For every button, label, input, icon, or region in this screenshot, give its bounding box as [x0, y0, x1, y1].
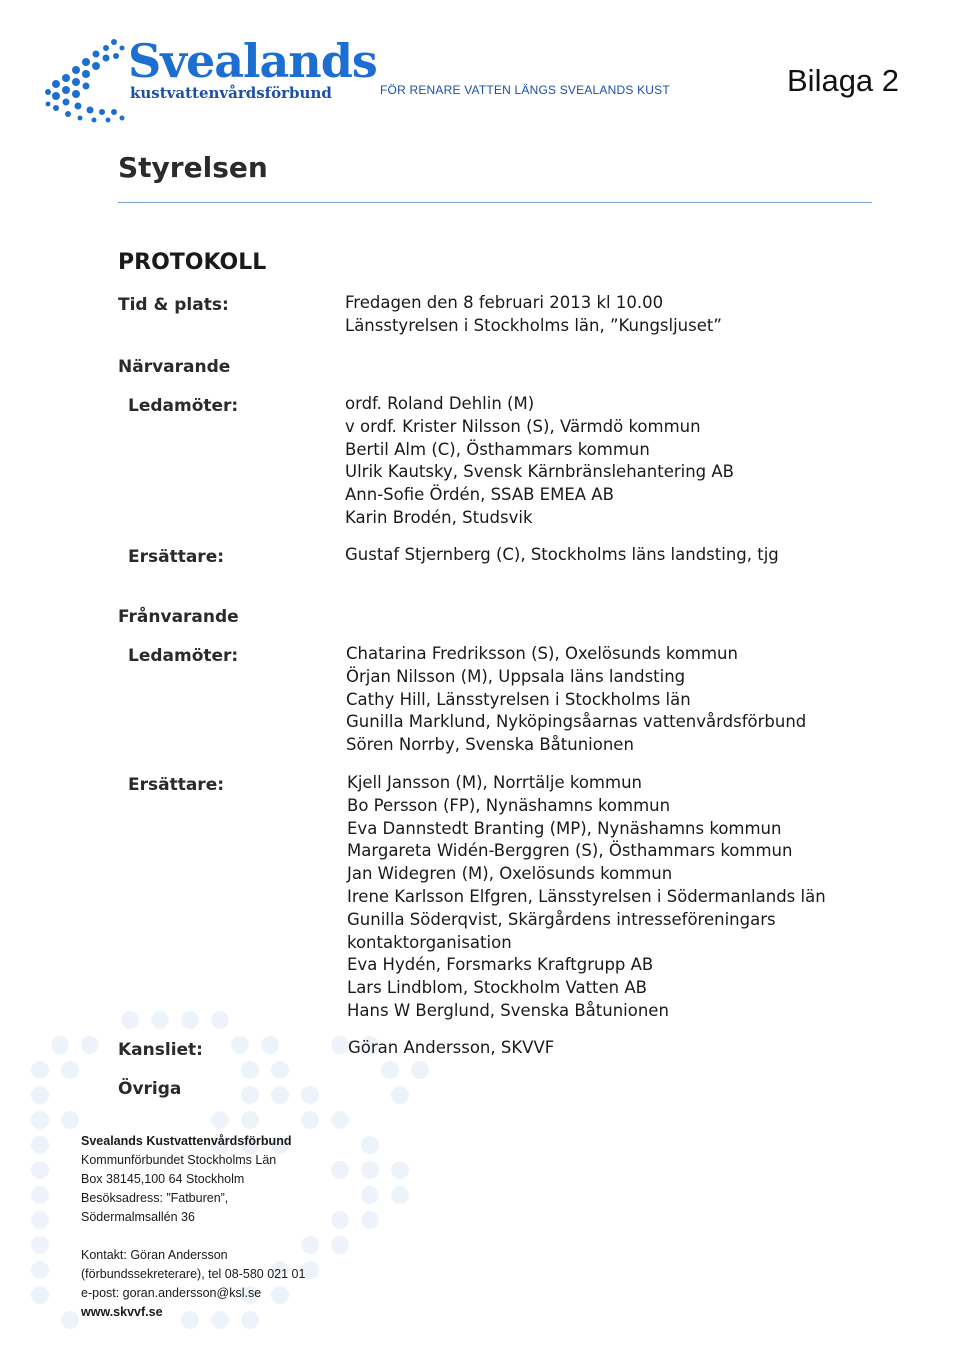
- list-item: Gunilla Söderqvist, Skärgårdens intresseföreningars: [347, 909, 776, 929]
- footer-contact-line: Kontakt: Göran Andersson: [81, 1248, 228, 1262]
- list-item: Ulrik Kautsky, Svensk Kärnbränslehantering AB: [345, 462, 735, 482]
- absent-members-label: Ledamöter:: [128, 646, 239, 666]
- present-substitutes-list: [345, 544, 779, 567]
- attachment-label: Bilaga 2: [787, 63, 900, 98]
- list-item: kontaktorganisation: [347, 932, 512, 952]
- footer-line: Södermalmsallén 36: [81, 1210, 195, 1224]
- list-item: Jan Widegren (M), Oxelösunds kommun: [347, 864, 673, 884]
- absent-heading: Frånvarande: [118, 607, 239, 627]
- list-item: Kjell Jansson (M), Norrtälje kommun: [347, 773, 642, 792]
- footer-line: Besöksadress: ”Fatburen”,: [81, 1191, 229, 1205]
- absent-substitutes-label: Ersättare:: [128, 775, 225, 795]
- time-place: [345, 292, 722, 338]
- footer-line: Kommunförbundet Stockholms Län: [81, 1153, 277, 1167]
- logo-name: Svealands: [128, 34, 377, 88]
- list-item: Margareta Widén-Berggren (S), Östhammars kommun: [347, 841, 793, 861]
- divider: [118, 202, 872, 203]
- list-item: Hans W Berglund, Svenska Båtunionen: [347, 1000, 669, 1020]
- time-place-line: Länsstyrelsen i Stockholms län, ”Kungsljuset”: [345, 315, 722, 335]
- list-item: Eva Hydén, Forsmarks Kraftgrupp AB: [347, 955, 654, 975]
- organization-logo: [44, 30, 377, 126]
- logo-subtitle: kustvattenvårdsförbund: [130, 84, 332, 102]
- footer-org: Svealands Kustvattenvårdsförbund: [81, 1134, 292, 1148]
- office-label: Kansliet:: [118, 1040, 203, 1060]
- list-item: Gustaf Stjernberg (C), Stockholms läns landsting, tjg: [345, 545, 779, 564]
- other-heading: Övriga: [118, 1079, 182, 1099]
- footer-contact-line: (förbundssekreterare), tel 08-580 021 01: [81, 1267, 306, 1281]
- list-item: Gunilla Marklund, Nyköpingsåarnas vattenvårdsförbund: [346, 712, 807, 732]
- footer-line: Box 38145,100 64 Stockholm: [81, 1172, 245, 1186]
- present-heading: Närvarande: [118, 357, 231, 377]
- list-item: v ordf. Krister Nilsson (S), Värmdö kommun: [345, 416, 701, 436]
- footer-website-link[interactable]: www.skvvf.se: [81, 1305, 163, 1319]
- present-substitutes-label: Ersättare:: [128, 547, 225, 567]
- office-value: Göran Andersson, SKVVF: [348, 1038, 555, 1057]
- present-members-list: [345, 393, 734, 530]
- time-place-label: Tid & plats:: [118, 295, 229, 315]
- list-item: Bo Persson (FP), Nynäshamns kommun: [347, 795, 671, 815]
- footer-address: [81, 1132, 305, 1322]
- logo-dot-pattern-icon: [44, 34, 134, 124]
- board-heading: Styrelsen: [118, 151, 268, 184]
- footer-email[interactable]: e-post: goran.andersson@ksl.se: [81, 1286, 262, 1300]
- present-members-label: Ledamöter:: [128, 396, 239, 416]
- tagline: FÖR RENARE VATTEN LÄNGS SVEALANDS KUST: [380, 83, 670, 97]
- list-item: Sören Norrby, Svenska Båtunionen: [346, 735, 634, 755]
- list-item: ordf. Roland Dehlin (M): [345, 394, 535, 413]
- list-item: Chatarina Fredriksson (S), Oxelösunds kommun: [346, 644, 738, 663]
- absent-members-list: [346, 643, 806, 757]
- absent-substitutes-list: [347, 772, 826, 1023]
- list-item: Karin Brodén, Studsvik: [345, 507, 533, 527]
- list-item: Eva Dannstedt Branting (MP), Nynäshamns kommun: [347, 818, 782, 838]
- list-item: Örjan Nilsson (M), Uppsala läns landsting: [346, 666, 686, 686]
- list-item: Irene Karlsson Elfgren, Länsstyrelsen i Södermanlands län: [347, 886, 826, 906]
- document-title: PROTOKOLL: [118, 250, 267, 275]
- list-item: Lars Lindblom, Stockholm Vatten AB: [347, 978, 647, 998]
- list-item: Bertil Alm (C), Östhammars kommun: [345, 439, 650, 459]
- time-place-line: Fredagen den 8 februari 2013 kl 10.00: [345, 293, 664, 312]
- list-item: Ann-Sofie Ördén, SSAB EMEA AB: [345, 485, 614, 505]
- list-item: Cathy Hill, Länsstyrelsen i Stockholms län: [346, 689, 691, 709]
